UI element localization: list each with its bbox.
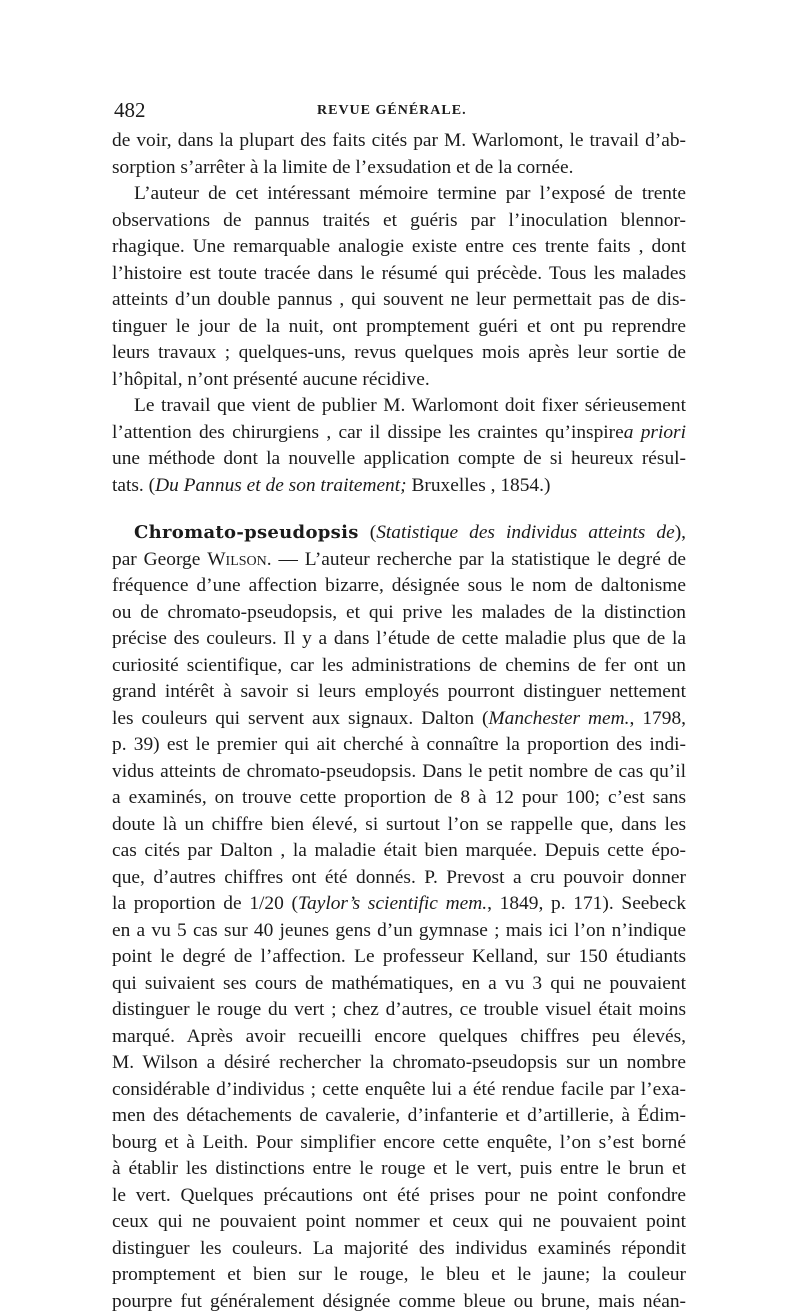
book-page: [112, 98, 686, 1315]
section-heading-line: [112, 520, 686, 547]
text-line: a examinés, on trouve cette proportion de 8 à 12 pour 100; c’est sans: [112, 785, 686, 812]
text-line: bourg et à Leith. Pour simplifier encore cette enquête, l’on s’est borné: [112, 1130, 686, 1157]
text-line: en a vu 5 cas sur 40 jeunes gens d’un gymnase ; mais ici l’on n’indique: [112, 918, 686, 945]
page-number: 482: [114, 98, 146, 123]
text-line: une méthode dont la nouvelle application compte de si heureux résul-: [112, 446, 686, 473]
text-line: ou de chromato-pseudopsis, et qui prive les malades de la distinction: [112, 600, 686, 627]
running-title: REVUE GÉNÉRALE.: [317, 103, 467, 119]
text-line: rhagique. Une remarquable analogie existe entre ces trente faits , dont: [112, 234, 686, 261]
text-fragment: . — L’auteur recherche par la statistique le degré de: [267, 549, 686, 570]
text-line: pourpre fut généralement désignée comme bleue ou brune, mais néan-: [112, 1289, 686, 1315]
text-line: marqué. Après avoir recueilli encore quelques chiffres peu élevés,: [112, 1024, 686, 1051]
taylor-reference: Taylor’s scientific mem.: [298, 893, 487, 914]
fraction: 1/20: [249, 893, 283, 914]
dalton-reference: Manchester mem.: [488, 708, 629, 729]
paragraph-observations: [112, 181, 686, 393]
text-line: à établir les distinctions entre le rouge et le vert, puis entre le brun et: [112, 1156, 686, 1183]
text-line: grand intérêt à savoir si leurs employés pourront distinguer nettement: [112, 679, 686, 706]
citation-line: [112, 473, 686, 500]
text-fragment: les couleurs qui servent aux signaux. Dalton (: [112, 708, 488, 729]
text-line: de voir, dans la plupart des faits cités par M. Warlomont, le travail d’ab-: [112, 128, 686, 155]
text-line: que, d’autres chiffres ont été donnés. P. Prevost a cru pouvoir donner: [112, 865, 686, 892]
text-line: M. Wilson a désiré rechercher la chromato-pseudopsis sur un nombre: [112, 1050, 686, 1077]
text-fragment: tats. (: [112, 475, 155, 496]
text-line: promptement et bien sur le rouge, le bleu et le jaune; la couleur: [112, 1262, 686, 1289]
proportion-line: [112, 891, 686, 918]
paragraph-conclusion: [112, 393, 686, 499]
italic-a-priori: a priori: [624, 422, 686, 443]
section-chromato-pseudopsis: [112, 520, 686, 1315]
running-head: [112, 98, 686, 124]
text-fragment: la proportion de: [112, 893, 249, 914]
text-line: le vert. Quelques précautions ont été prises pour ne point confondre: [112, 1183, 686, 1210]
text-fragment: Bruxelles , 1854.): [407, 475, 551, 496]
text-line: tinguer le jour de la nuit, ont promptement guéri et ont pu reprendre: [112, 314, 686, 341]
paragraph-continuation: [112, 128, 686, 181]
author-line: [112, 547, 686, 574]
text-line: vidus atteints de chromato-pseudopsis. Dans le petit nombre de cas qu’il: [112, 759, 686, 786]
text-line: ceux qui ne pouvaient point nommer et ceux qui ne pouvaient point: [112, 1209, 686, 1236]
text-line: point le degré de l’affection. Le professeur Kelland, sur 150 étudiants: [112, 944, 686, 971]
text-line: curiosité scientifique, car les administrations de chemins de fer ont un: [112, 653, 686, 680]
text-line: précise des couleurs. Il y a dans l’étude de cette maladie plus que de la: [112, 626, 686, 653]
dalton-line: [112, 706, 686, 733]
text-fragment: par George: [112, 549, 207, 570]
text-fragment: , 1849, p. 171). Seebeck: [487, 893, 686, 914]
text-fragment: ),: [675, 522, 686, 543]
section-subtitle: Statistique des individus atteints de: [376, 522, 675, 543]
text-line: distinguer les couleurs. La majorité des individus examinés répondit: [112, 1236, 686, 1263]
text-fragment: , 1798,: [630, 708, 687, 729]
text-line: observations de pannus traités et guéris par l’inoculation blennor-: [112, 208, 686, 235]
text-line: sorption s’arrêter à la limite de l’exsudation et de la cornée.: [112, 155, 686, 182]
text-line: leurs travaux ; quelques-uns, revus quelques mois après leur sortie de: [112, 340, 686, 367]
text-line: distinguer le rouge du vert ; chez d’autres, ce trouble visuel était moins: [112, 997, 686, 1024]
citation-title: Du Pannus et de son traitement;: [155, 475, 407, 496]
text-line: doute là un chiffre bien élevé, si surtout l’on se rappelle que, dans les: [112, 812, 686, 839]
text-fragment: (: [284, 893, 298, 914]
text-line: l’hôpital, n’ont présenté aucune récidive.: [112, 367, 686, 394]
text-line: considérable d’individus ; cette enquête lui a été rendue facile par l’exa-: [112, 1077, 686, 1104]
text-line: atteints d’un double pannus , qui souvent ne leur permettait pas de dis-: [112, 287, 686, 314]
text-fragment: l’attention des chirurgiens , car il dissipe les craintes qu’inspire: [112, 422, 624, 443]
text-line: Le travail que vient de publier M. Warlomont doit fixer sérieusement: [112, 393, 686, 420]
author-name: Wilson: [207, 549, 267, 570]
text-line: L’auteur de cet intéressant mémoire termine par l’exposé de trente: [112, 181, 686, 208]
text-fragment: (: [359, 522, 377, 543]
text-line: [112, 420, 686, 447]
text-line: l’histoire est toute tracée dans le résumé qui précède. Tous les malades: [112, 261, 686, 288]
text-line: cas cités par Dalton , la maladie était bien marquée. Depuis cette épo-: [112, 838, 686, 865]
text-line: fréquence d’une affection bizarre, désignée sous le nom de daltonisme: [112, 573, 686, 600]
section-spacer: [112, 499, 686, 520]
text-line: qui suivaient ses cours de mathématiques, en a vu 3 qui ne pouvaient: [112, 971, 686, 998]
section-heading: Chromato-pseudopsis: [134, 522, 359, 543]
text-line: p. 39) est le premier qui ait cherché à connaître la proportion des indi-: [112, 732, 686, 759]
text-line: men des détachements de cavalerie, d’infanterie et d’artillerie, à Édim-: [112, 1103, 686, 1130]
